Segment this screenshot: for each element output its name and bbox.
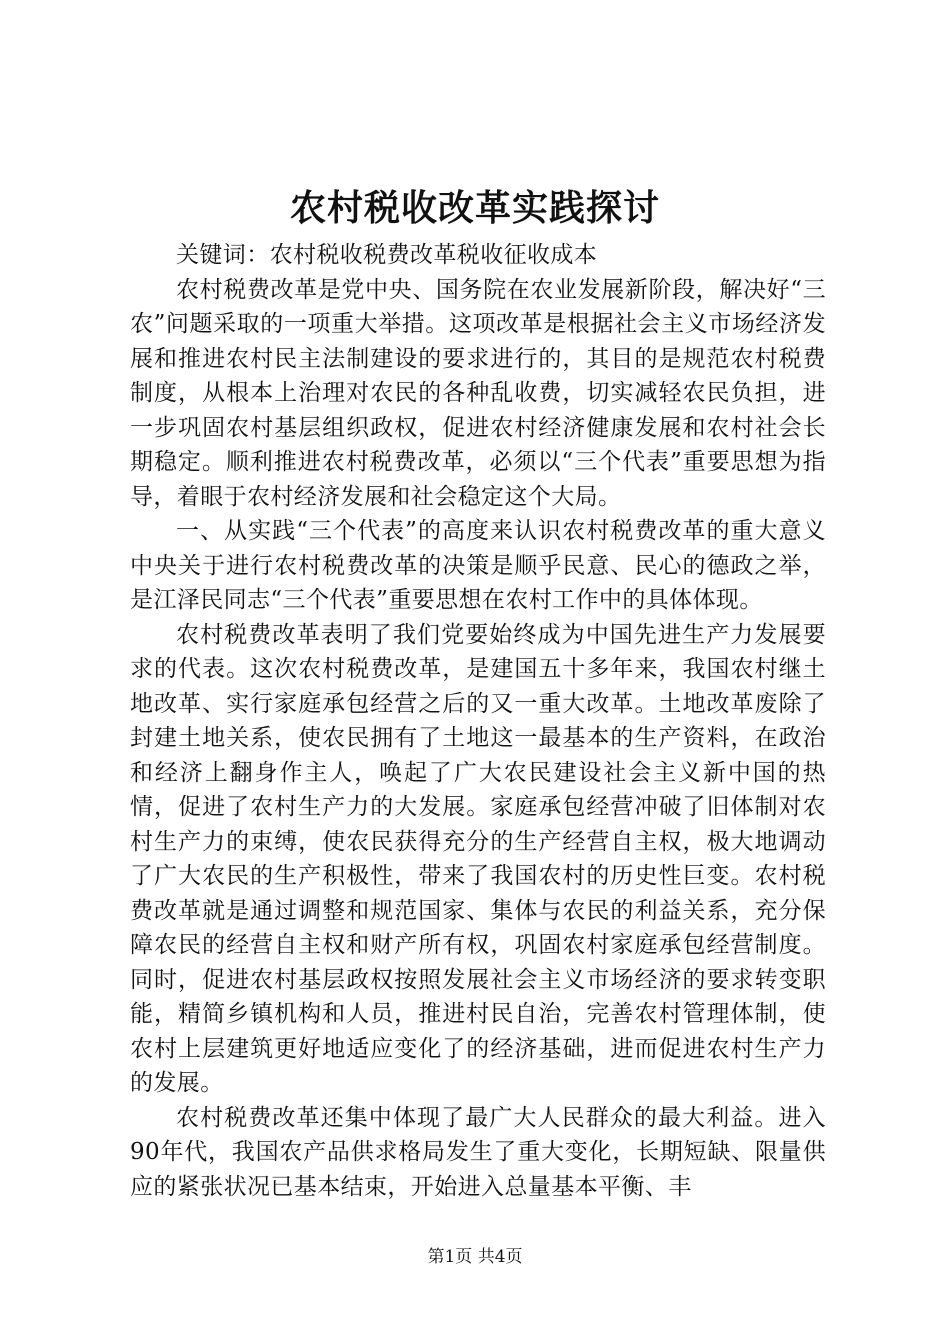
keywords-line: 关键词：农村税收税费改革税收征收成本	[176, 242, 598, 268]
document-title: 农村税收改革实践探讨	[289, 187, 660, 229]
document-body	[130, 238, 826, 1204]
paragraph: 农村税费改革是党中央、国务院在农业发展新阶段，解决好“三农”问题采取的一项重大举措。这项改革是根据社会主义市场经济发展和推进农村民主法制建设的要求进行的，其目的是规范农村税费制度，从根本上治理对农民的各种乱收费，切实减轻农民负担，进一步巩固农村基层组织政权，促进农村经济健康发展和农村社会长期稳定。顺利推进农村税费改革，必须以“三个代表”重要思想为指导，着眼于农村经济发展和社会稳定这个大局。	[130, 276, 826, 510]
page-footer: 第1页 共4页	[427, 1247, 523, 1267]
paragraph: 一、从实践“三个代表”的高度来认识农村税费改革的重大意义中央关于进行农村税费改革的决策是顺乎民意、民心的德政之举，是江泽民同志“三个代表”重要思想在农村工作中的具体体现。	[130, 518, 826, 613]
paragraph: 农村税费改革还集中体现了最广大人民群众的最大利益。进入90年代，我国农产品供求格局发生了重大变化，长期短缺、限量供应的紧张状况已基本结束，开始进入总量基本平衡、丰	[130, 1104, 826, 1200]
paragraph: 农村税费改革表明了我们党要始终成为中国先进生产力发展要求的代表。这次农村税费改革，是建国五十多年来，我国农村继土地改革、实行家庭承包经营之后的又一重大改革。土地改革废除了封建土地关系，使农民拥有了土地这一最基本的生产资料，在政治和经济上翻身作主人，唤起了广大农民建设社会主义新中国的热情，促进了农村生产力的大发展。家庭承包经营冲破了旧体制对农村生产力的束缚，使农民获得充分的生产经营自主权，极大地调动了广大农民的生产积极性，带来了我国农村的历史性巨变。农村税费改革就是通过调整和规范国家、集体与农民的利益关系，充分保障农民的经营自主权和财产所有权，巩固农村家庭承包经营制度。同时，促进农村基层政权按照发展社会主义市场经济的要求转变职能，精简乡镇机构和人员，推进村民自治，完善农村管理体制，使农村上层建筑更好地适应变化了的经济基础，进而促进农村生产力的发展。	[130, 621, 826, 1096]
